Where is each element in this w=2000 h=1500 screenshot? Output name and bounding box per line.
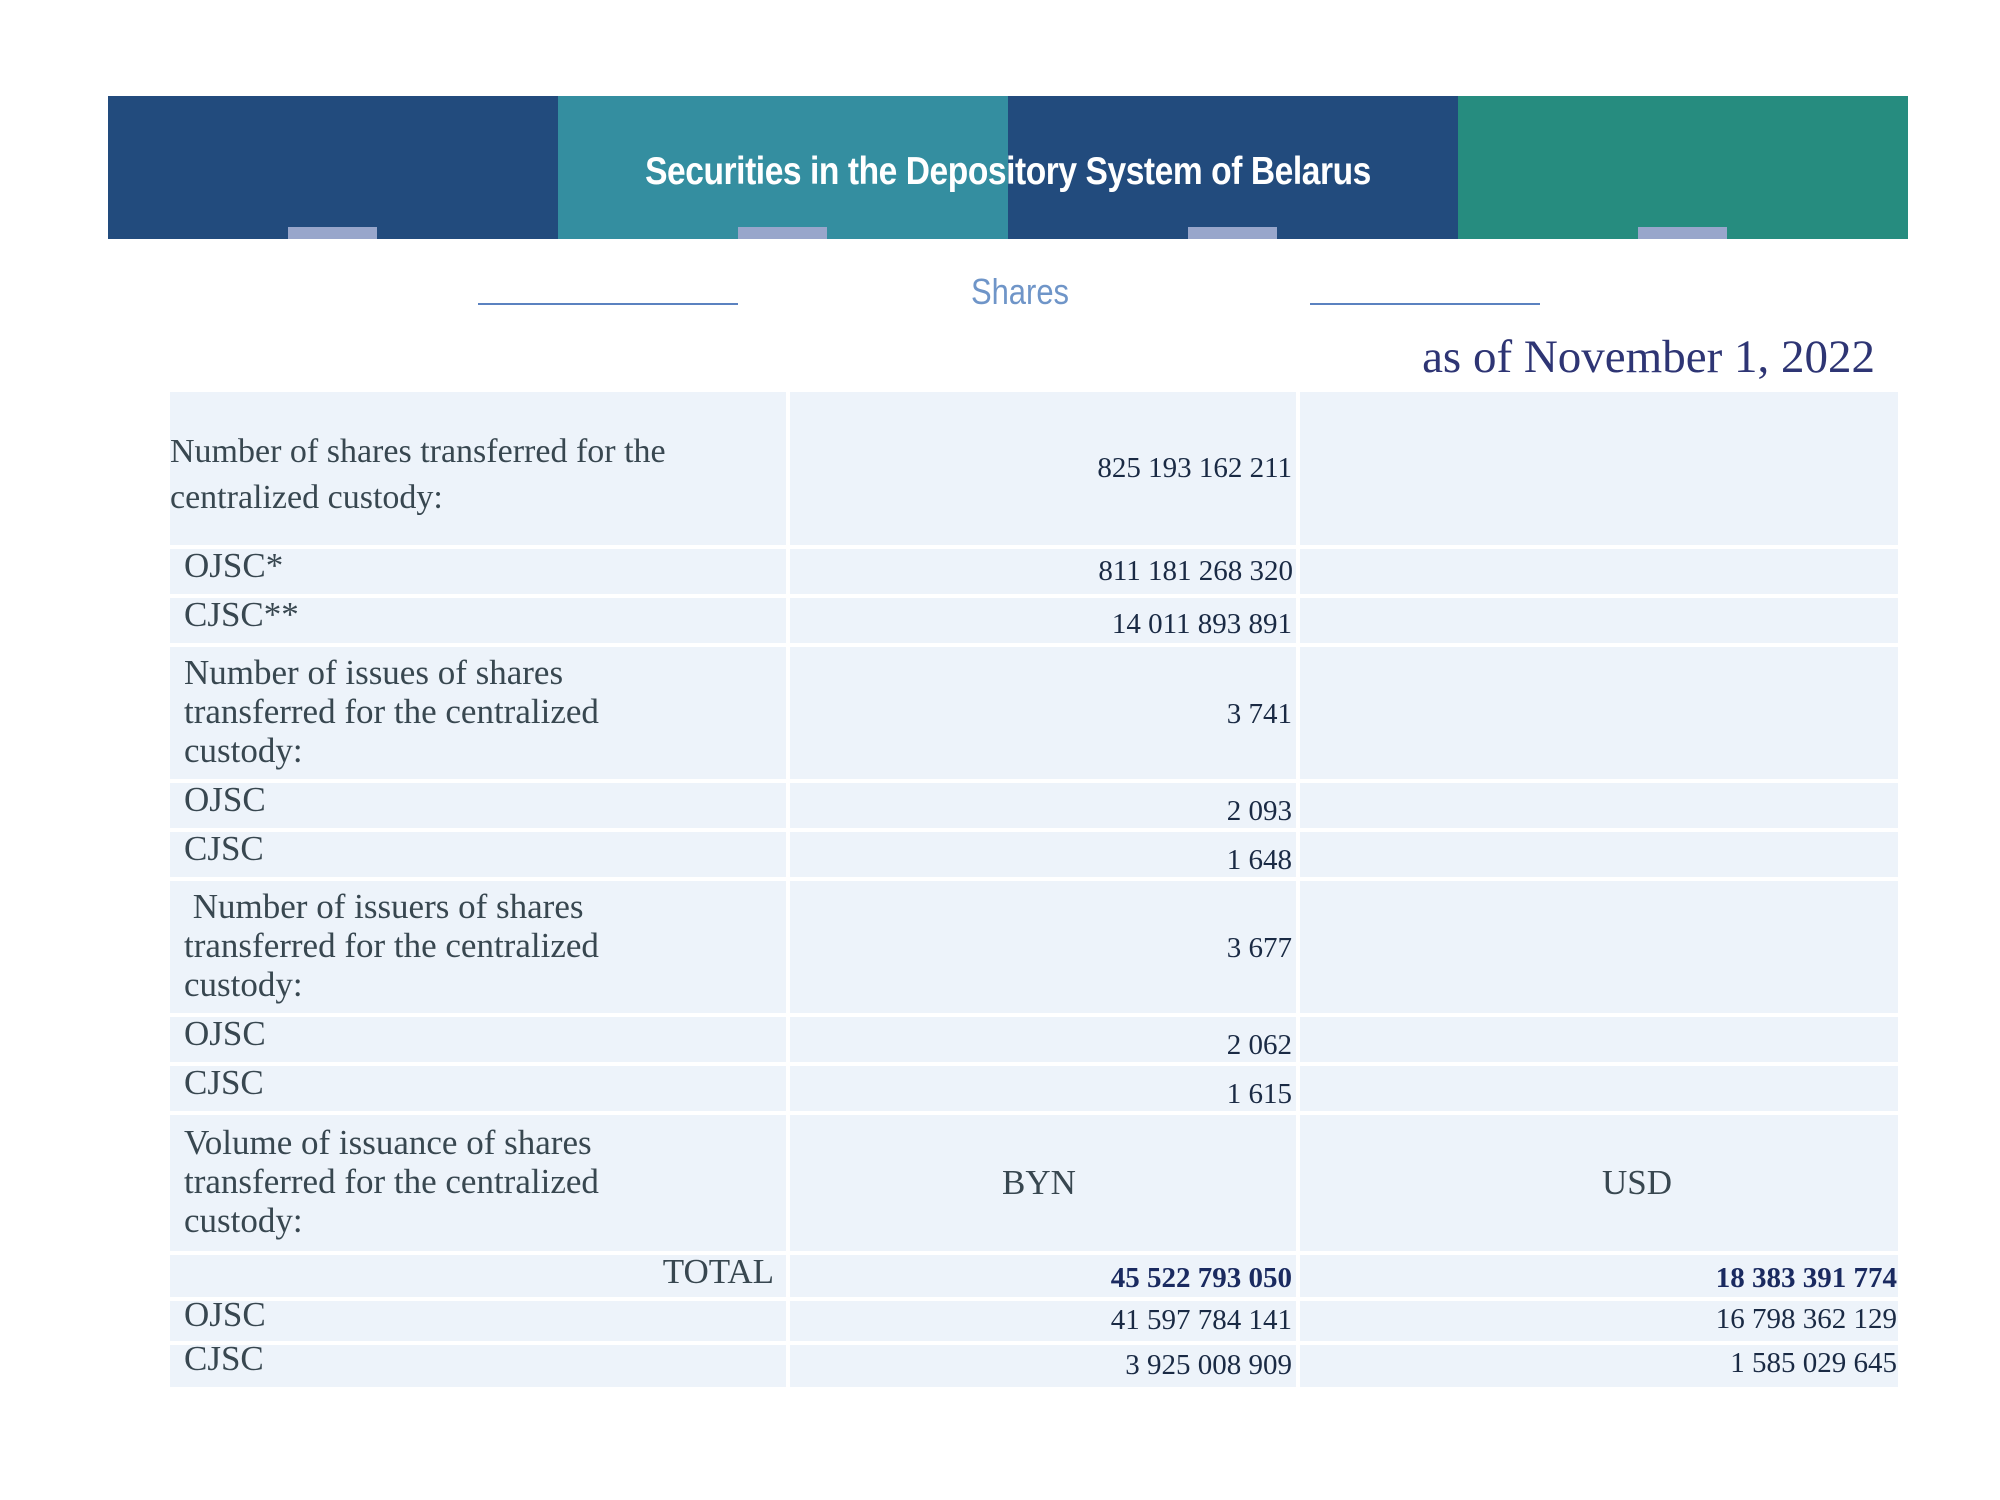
table-cell	[790, 1017, 1296, 1062]
subtitle-rule-right	[1310, 303, 1540, 305]
subtitle-rule-left	[478, 303, 738, 305]
table-cell	[170, 1252, 786, 1297]
table-row	[170, 546, 1898, 594]
row-value: 825 193 162 211	[1097, 452, 1292, 484]
table-cell	[1300, 1066, 1898, 1111]
table-cell	[170, 546, 786, 594]
row-label: OJSC*	[184, 546, 284, 585]
table-cell	[170, 780, 786, 828]
table-cell	[790, 832, 1296, 877]
table-cell	[790, 1345, 1296, 1387]
table-row	[170, 1339, 1898, 1387]
table-cell	[170, 1115, 786, 1251]
row-value: 1 615	[1226, 1078, 1292, 1110]
total-usd: 18 383 391 774	[1715, 1262, 1897, 1294]
row-label: CJSC	[184, 829, 264, 868]
table-row	[170, 595, 1898, 643]
currency-header-byn: BYN	[1002, 1163, 1076, 1202]
row-value: 16 798 362 129	[1715, 1303, 1897, 1335]
section-title: Shares	[970, 271, 1070, 312]
table-row	[170, 1014, 1898, 1062]
row-label: Volume of issuance of shares transferred for the centralized custody:	[184, 1123, 599, 1240]
table-cell	[170, 1295, 786, 1341]
table-cell	[1300, 1345, 1898, 1387]
table-row	[170, 1295, 1898, 1341]
row-label: CJSC	[184, 1063, 264, 1102]
table-cell	[170, 829, 786, 877]
table-row	[170, 881, 1898, 1013]
row-label: Number of shares transferred for the centralized custody:	[170, 433, 666, 516]
table-cell	[790, 1301, 1296, 1341]
row-label: Number of issuers of shares transferred for the centralized custody:	[184, 887, 608, 1004]
table-cell	[170, 1063, 786, 1111]
table-cell	[790, 1066, 1296, 1111]
table-cell	[170, 1014, 786, 1062]
total-byn: 45 522 793 050	[1110, 1262, 1292, 1294]
table-cell	[170, 647, 786, 779]
table-cell	[790, 1255, 1296, 1297]
row-value: 2 062	[1226, 1029, 1292, 1061]
table-row	[170, 1252, 1898, 1297]
row-value: 14 011 893 891	[1111, 608, 1292, 640]
total-label: TOTAL	[662, 1252, 774, 1291]
table-cell	[1300, 392, 1898, 545]
row-value: 2 093	[1226, 795, 1292, 827]
table-cell	[1300, 598, 1898, 643]
table-cell	[170, 392, 786, 545]
row-value: 41 597 784 141	[1110, 1304, 1292, 1336]
table-cell	[790, 598, 1296, 643]
table-cell	[790, 647, 1296, 779]
table-cell	[1300, 783, 1898, 828]
table-cell	[790, 392, 1296, 545]
row-label: CJSC	[184, 1339, 264, 1378]
table-cell	[1300, 881, 1898, 1013]
row-value: 811 181 268 320	[1098, 555, 1293, 587]
header-banner	[108, 96, 1908, 239]
row-value: 1 648	[1226, 844, 1292, 876]
table-cell	[1300, 1255, 1898, 1297]
table-cell	[170, 881, 786, 1013]
table-row	[170, 647, 1898, 779]
table-cell	[790, 783, 1296, 828]
row-label: OJSC	[184, 780, 266, 819]
row-value: 1 585 029 645	[1730, 1347, 1897, 1379]
table-cell	[1300, 549, 1898, 594]
table-cell	[1300, 1017, 1898, 1062]
table-row	[170, 1115, 1898, 1251]
table-cell	[790, 881, 1296, 1013]
currency-header-usd: USD	[1602, 1163, 1673, 1202]
table-cell	[170, 1339, 786, 1387]
row-label: OJSC	[184, 1295, 266, 1334]
table-row	[170, 392, 1898, 545]
table-cell	[790, 1115, 1296, 1251]
row-value: 3 925 008 909	[1125, 1349, 1292, 1381]
table-row	[170, 829, 1898, 877]
row-label: CJSC**	[184, 595, 299, 634]
table-cell	[1300, 1301, 1898, 1341]
table-row	[170, 780, 1898, 828]
row-value: 3 741	[1226, 698, 1292, 730]
table-row	[170, 1063, 1898, 1111]
table-cell	[1300, 647, 1898, 779]
table-cell	[1300, 832, 1898, 877]
report-date: as of November 1, 2022	[1422, 331, 1875, 383]
row-label: OJSC	[184, 1014, 266, 1053]
table-cell	[170, 595, 786, 643]
table-cell	[1300, 1115, 1898, 1251]
page-title: Securities in the Depository System of Belarus	[645, 149, 1371, 193]
row-label: Number of issues of shares transferred for the centralized custody:	[184, 653, 599, 770]
table-cell	[790, 549, 1296, 594]
row-value: 3 677	[1226, 932, 1292, 964]
